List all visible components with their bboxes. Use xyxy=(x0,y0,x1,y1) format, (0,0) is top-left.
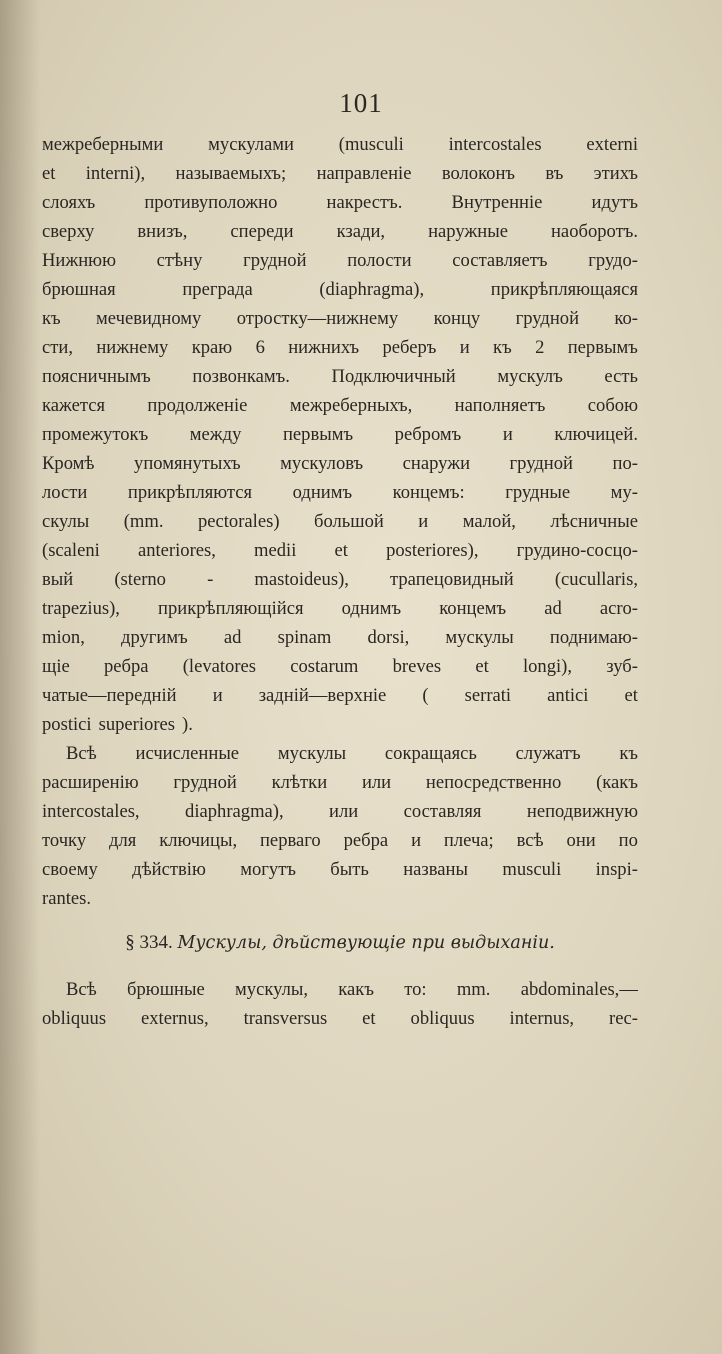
paragraph-expiration xyxy=(42,975,638,1033)
text-line: et interni), называемыхъ; направленіе волоконъ въ этихъ xyxy=(42,163,638,184)
paragraph-thorax-muscles xyxy=(42,130,638,739)
body-text xyxy=(42,130,638,1033)
text-line: сверху внизъ, спереди кзади, наружные наоборотъ. xyxy=(42,221,638,242)
text-line: слояхъ противуположно накрестъ. Внутренніе идутъ xyxy=(42,192,638,213)
text-line: intercostales, diaphragma), или составляя неподвижную xyxy=(42,801,638,822)
text-line: точку для ключицы, перваго ребра и плеча; всѣ они по xyxy=(42,830,638,851)
text-line: межреберными мускулами (musculi intercostales externi xyxy=(42,134,638,155)
text-line: Нижнюю стѣну грудной полости составляетъ грудо- xyxy=(42,250,638,271)
text-line: сти, нижнему краю 6 нижнихъ реберъ и къ 2 первымъ xyxy=(42,337,638,358)
text-line: кажется продолженіе межреберныхъ, наполняетъ собою xyxy=(42,395,638,416)
section-title: Мускулы, дѣйствующіе при выдыханіи. xyxy=(177,933,555,953)
text-line: rantes. xyxy=(42,888,92,909)
text-line: поясничнымъ позвонкамъ. Подключичный мускулъ есть xyxy=(42,366,638,387)
text-line: mion, другимъ ad spinam dorsi, мускулы поднимаю- xyxy=(42,627,638,648)
text-line: чатые—передній и задній—верхніе ( serrati antici et xyxy=(42,685,638,706)
text-line: Всѣ брюшные мускулы, какъ то: mm. abdominales,— xyxy=(66,979,638,1000)
text-line: Кромѣ упомянутыхъ мускуловъ снаружи грудной по- xyxy=(42,453,638,474)
text-line: промежутокъ между первымъ ребромъ и ключицей. xyxy=(42,424,638,445)
text-line: (scaleni anteriores, medii et posteriores), грудино-сосцо- xyxy=(42,540,638,561)
text-line: лости прикрѣпляются однимъ концемъ: грудные му- xyxy=(42,482,638,503)
section-number: § 334. xyxy=(125,932,173,953)
text-line: брюшная преграда (diaphragma), прикрѣпляющаяся xyxy=(42,279,638,300)
page-number: 101 xyxy=(339,88,383,118)
text-line: trapezius), прикрѣпляющійся однимъ концемъ ad acro- xyxy=(42,598,638,619)
text-line: своему дѣйствію могутъ быть названы musculi inspi- xyxy=(42,859,638,880)
text-line: вый (sterno - mastoideus), трапецовидный (cucullaris, xyxy=(42,569,638,590)
paragraph-inspiration xyxy=(42,739,638,913)
text-line: Всѣ исчисленные мускулы сокращаясь служатъ къ xyxy=(66,743,638,764)
text-line: postici superiores ). xyxy=(42,714,193,735)
text-line: скулы (mm. pectorales) большой и малой, лѣсничные xyxy=(42,511,638,532)
section-heading xyxy=(42,923,638,963)
text-line: расширенію грудной клѣтки или непосредственно (какъ xyxy=(42,772,638,793)
text-line: obliquus externus, transversus et obliquus internus, rec- xyxy=(42,1008,638,1029)
text-line: къ мечевидному отростку—нижнему концу грудной ко- xyxy=(42,308,638,329)
text-line: щіе ребра (levatores costarum breves et longi), зуб- xyxy=(42,656,638,677)
